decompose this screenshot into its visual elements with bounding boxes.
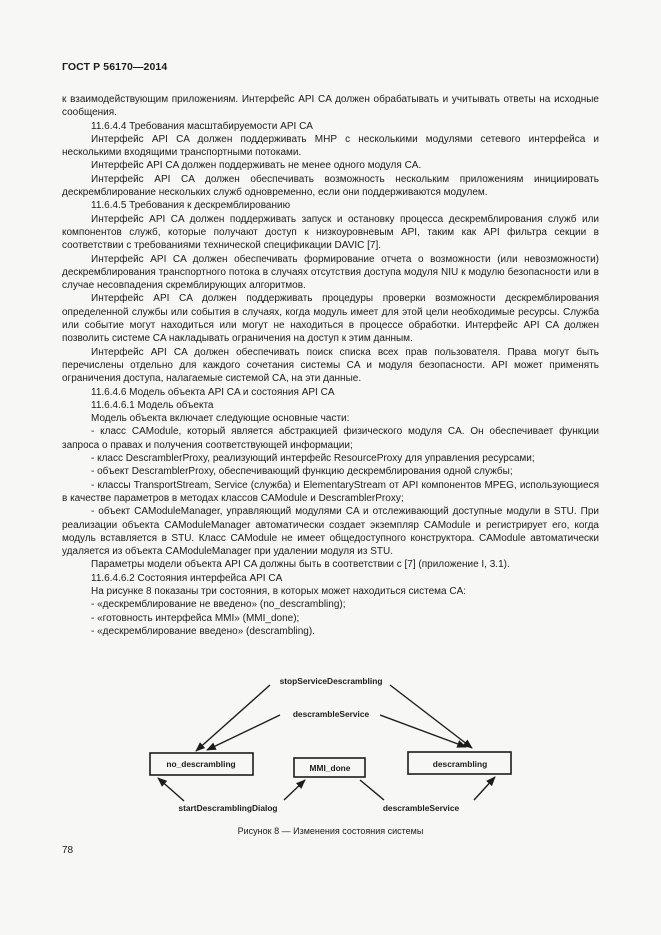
paragraph: Параметры модели объекта API CA должны быть в соответствии с [7] (приложение I, 3.1).	[91, 559, 510, 571]
document-body	[62, 93, 599, 638]
paragraph: - класс CAModule, который является абстракцией физического модуля CA. Он обеспечивает функции запроса о правах и получения соответствующей информации;	[62, 426, 599, 451]
arrow-stop-to-no-descrambling	[196, 685, 270, 751]
paragraph: - объект CAModuleManager, управляющий модулями CA и отслеживающий доступные модули в STU. При реализации объекта CAModuleManager автоматически создает экземпляр CAModule и регистрирует его, когда модуль вставляется в STU. Класс CAModule не имеет общедоступного конструктора. CAModule автоматически удаляется из объекта CAModuleManager при удалении модуля из STU.	[62, 506, 599, 558]
paragraph: Интерфейс API CA должен обеспечивать поиск списка всех прав пользователя. Права могут быть перечислены отдельно для каждого сочетания системы CA и модуля безопасности. API может применять ограничения доступа, налагаемые системой CA, на эти данные.	[62, 346, 599, 385]
paragraph: Интерфейс API CA должен поддерживать процедуры проверки возможности дескремблирования определенной службы или события в случаях, когда модуль имеет для этой цели необходимые ресурсы. Служба или событие могут находиться или могут не находиться в процессе обработки. Интерфейс API CA должен позволить системе CA накладывать ограничения на доступ к этим данным.	[62, 293, 599, 345]
paragraph: 11.6.4.4 Требования масштабируемости API CA	[91, 120, 313, 132]
paragraph: - «готовность интерфейса MMI» (MMI_done);	[91, 612, 300, 624]
state-mmi-done-label: MMI_done	[309, 763, 351, 773]
paragraph: - «дескремблирование введено» (descrambling).	[91, 625, 315, 637]
state-diagram-svg	[62, 672, 599, 822]
paragraph: Интерфейс API CA должен обеспечивать возможность нескольким приложениям инициировать дескремблирование нескольких служб одновременно, если они поддерживаются модулем.	[62, 173, 599, 199]
arrow-descramble-to-no-descrambling	[207, 715, 280, 750]
paragraph: Интерфейс API CA должен поддерживать МНР с несколькими модулями сетевого интерфейса и несколькими входящими транспортными потоками.	[62, 133, 599, 159]
document-header: ГОСТ Р 56170—2014	[62, 61, 168, 73]
transition-descramble-service-top: descrambleService	[292, 709, 370, 719]
paragraph: - классы TransportStream, Service (служба) и ElementaryStream от API компонентов MPEG, использующиеся в качестве параметров в методах классов CAModule и DescramblerProxy;	[62, 479, 599, 504]
state-no-descrambling-label: no_descrambling	[166, 759, 236, 769]
paragraph: Модель объекта включает следующие основные части:	[91, 413, 350, 425]
arrow-descramble-from-mmi	[360, 780, 384, 800]
transition-start-descrambling-dialog: startDescramblingDialog	[178, 803, 278, 813]
paragraph: 11.6.4.6 Модель объекта API CA и состояния API CA	[91, 386, 335, 398]
transition-stop-service-descrambling: stopServiceDescrambling	[279, 676, 383, 686]
arrow-stop-from-descrambling	[390, 685, 472, 748]
state-descrambling-label: descrambling	[432, 759, 488, 769]
paragraph: Интерфейс API CA должен поддерживать не менее одного модуля CA.	[91, 160, 422, 172]
paragraph: - объект DescramblerProxy, обеспечивающий функцию дескремблирования одной службы;	[91, 466, 513, 478]
paragraph: 11.6.4.6.2 Состояния интерфейса API CA	[91, 572, 283, 584]
paragraph: 11.6.4.5 Требования к дескремблированию	[91, 200, 291, 212]
paragraph: к взаимодействующим приложениям. Интерфейс API CA должен обрабатывать и учитывать ответы на исходные сообщения.	[62, 94, 599, 119]
figure-caption: Рисунок 8 — Изменения состояния системы	[237, 826, 424, 836]
paragraph: Интерфейс API CA должен обеспечивать формирование отчета о возможности (или невозможности) дескремблирования транспортного потока в случаях отсутствия доступа модуля NIU к модулю безопасности или в случае несовпадения скремблирующих алгоритмов.	[62, 253, 599, 292]
paragraph: На рисунке 8 показаны три состояния, в которых может находиться система CA:	[91, 585, 467, 597]
transition-descramble-service-bottom: descrambleService	[382, 803, 460, 813]
paragraph: 11.6.4.6.1 Модель объекта	[91, 399, 214, 411]
state-diagram	[62, 672, 599, 822]
arrow-descramble-to-descrambling	[380, 715, 466, 747]
paragraph: - «дескремблирование не введено» (no_descrambling);	[91, 599, 346, 611]
arrow-start-dialog	[158, 778, 184, 801]
arrow-descramble-to-descrambling-bottom	[474, 777, 495, 800]
paragraph: Интерфейс API CA должен поддерживать запуск и остановку процесса дескремблирования служб или компонентов служб, которые получают доступ к низкоуровневым API, таким как API фильтра секции в соответствии с требованиями технической спецификации DAVIC [7].	[62, 213, 599, 252]
arrow-start-dialog-to-mmi	[284, 780, 305, 800]
page-number: 78	[62, 845, 74, 856]
paragraph: - класс DescramblerProxy, реализующий интерфейс ResourceProxy для управления ресурсами;	[91, 453, 535, 465]
